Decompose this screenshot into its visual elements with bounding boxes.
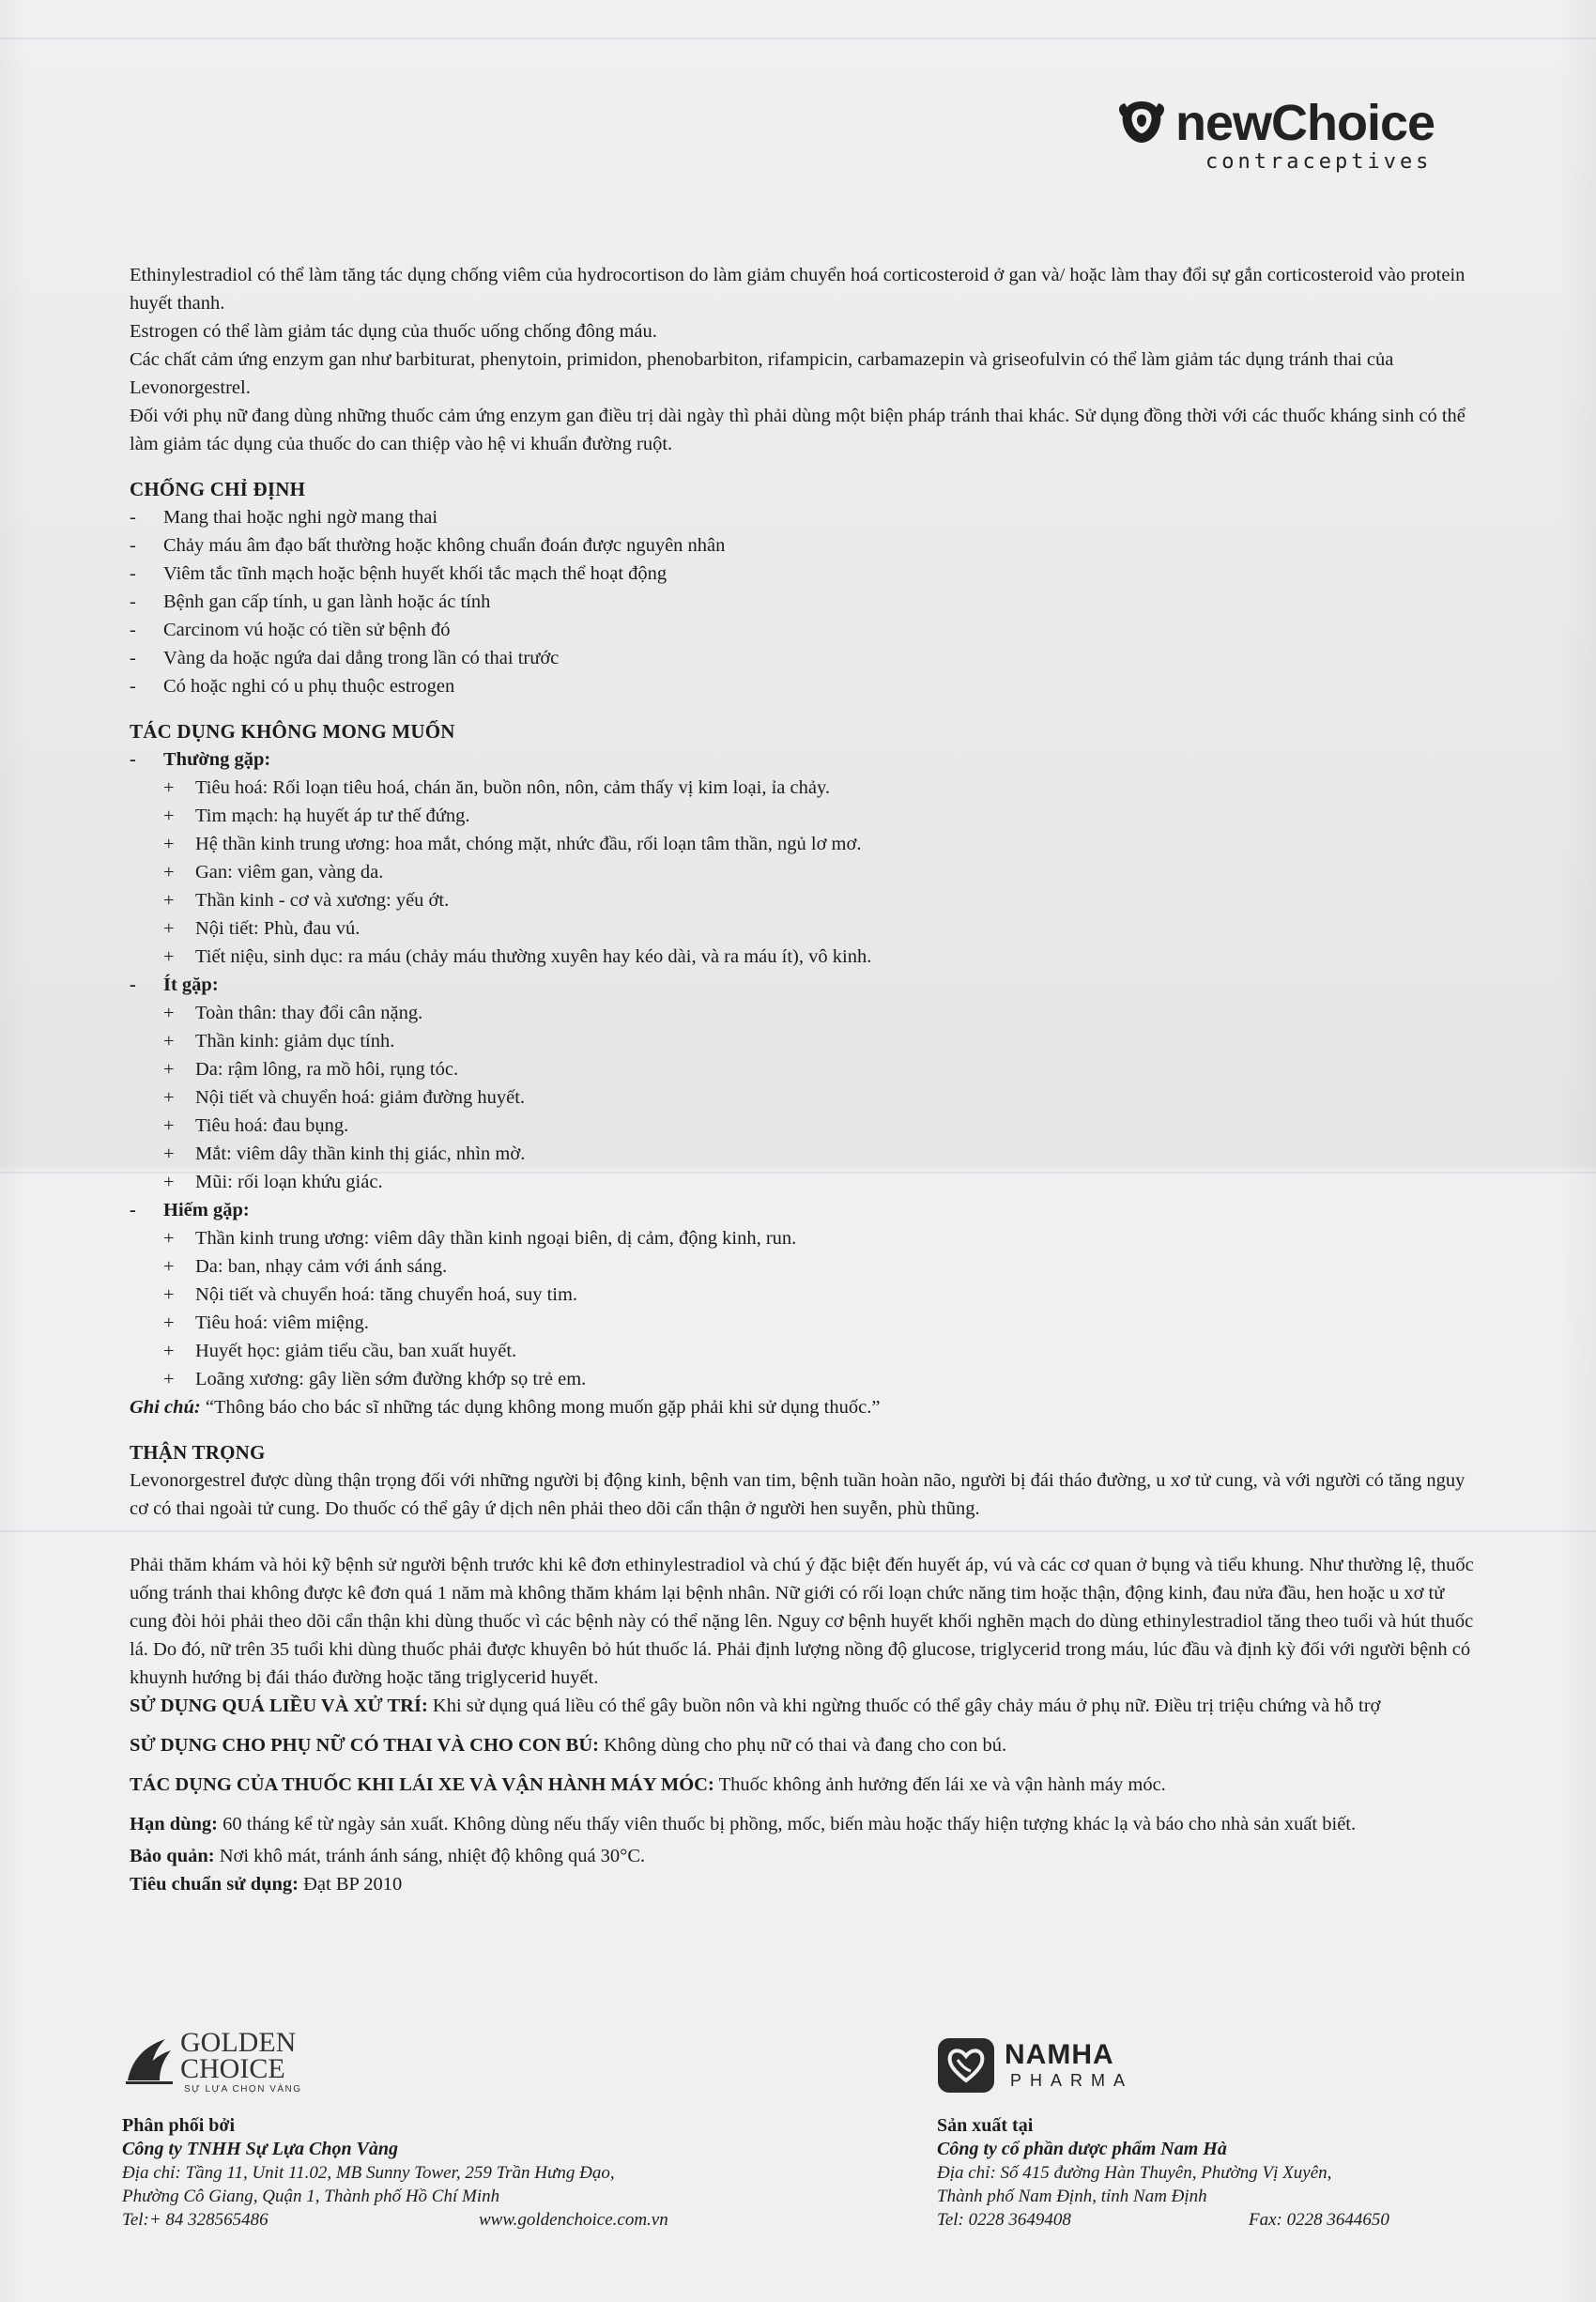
side-effect-item: + Thần kinh trung ương: viêm dây thần kinh ngoại biên, dị cảm, động kinh, run.	[163, 1228, 797, 1249]
expiry-section: Hạn dùng: 60 tháng kể từ ngày sản xuất. Không dùng nếu thấy viên thuốc bị phồng, mốc, biến màu hoặc thấy hiện tượng khác lạ và báo cho nhà sản xuất biết.	[130, 1814, 1357, 1834]
side-effect-item: + Mắt: viêm dây thần kinh thị giác, nhìn mờ.	[163, 1143, 526, 1164]
side-effect-item: + Da: ban, nhạy cảm với ánh sáng.	[163, 1256, 448, 1277]
side-effect-item: + Tiết niệu, sinh dục: ra máu (chảy máu thường xuyên hay kéo dài, và ra máu ít), vô kinh.	[163, 946, 872, 967]
interaction-paragraph: Ethinylestradiol có thể làm tăng tác dụng chống viêm của hydrocortison do làm giảm chuyển hoá corticosteroid ở gan và/ hoặc làm thay đổi sự gắn corticosteroid vào protein huyết thanh.	[130, 265, 1466, 314]
side-effect-item: + Toàn thân: thay đổi cân nặng.	[163, 1003, 423, 1023]
golden-choice-emblem-icon	[122, 2033, 176, 2086]
footer	[122, 2028, 1493, 2272]
distributor-address: Phường Cô Giang, Quận 1, Thành phố Hồ Chí Minh	[122, 2187, 500, 2206]
side-effect-item: + Nội tiết: Phù, đau vú.	[163, 918, 361, 939]
side-effects-rare-label: - Hiếm gặp:	[130, 1200, 250, 1220]
namha-name: NAMHA	[1005, 2039, 1114, 2070]
side-effect-item: + Loãng xương: gây liền sớm đường khớp sọ trẻ em.	[163, 1369, 587, 1389]
side-effect-item: + Tim mạch: hạ huyết áp tư thế đứng.	[163, 806, 470, 826]
manufacturer-fax: Fax: 0228 3644650	[1249, 2210, 1389, 2230]
contraindication-item: - Carcinom vú hoặc có tiền sử bệnh đó	[130, 620, 451, 640]
manufacturer-tel: Tel: 0228 3649408	[937, 2210, 1071, 2230]
contraindication-item: - Bệnh gan cấp tính, u gan lành hoặc ác tính	[130, 591, 491, 612]
distributor-label: Phân phối bởi	[122, 2115, 236, 2136]
side-effect-item: + Thần kinh - cơ và xương: yếu ớt.	[163, 890, 450, 911]
side-effect-item: + Mũi: rối loạn khứu giác.	[163, 1172, 383, 1192]
driving-section: TÁC DỤNG CỦA THUỐC KHI LÁI XE VÀ VẬN HÀNH MÁY MÓC: Thuốc không ảnh hưởng đến lái xe và vận hành máy móc.	[130, 1774, 1166, 1795]
contraindication-item: - Viêm tắc tĩnh mạch hoặc bệnh huyết khối tắc mạch thể hoạt động	[130, 563, 668, 584]
manufacturer-contact	[937, 2208, 1500, 2232]
distributor-block	[122, 2114, 723, 2232]
standard-section: Tiêu chuẩn sử dụng: Đạt BP 2010	[130, 1874, 403, 1895]
distributor-website[interactable]: www.goldenchoice.com.vn	[479, 2210, 668, 2230]
contraindication-item: - Mang thai hoặc nghi ngờ mang thai	[130, 507, 438, 528]
side-effect-item: + Gan: viêm gan, vàng da.	[163, 862, 384, 882]
side-effect-item: + Tiêu hoá: Rối loạn tiêu hoá, chán ăn, buồn nôn, nôn, cảm thấy vị kim loại, ỉa chảy.	[163, 777, 830, 798]
manufacturer-address: Địa chỉ: Số 415 đường Hàn Thuyên, Phường Vị Xuyên,	[937, 2163, 1332, 2183]
distributor-tel: Tel:+ 84 328565486	[122, 2210, 269, 2230]
newchoice-logo	[1115, 94, 1481, 197]
side-effect-item: + Da: rậm lông, ra mồ hôi, rụng tóc.	[163, 1059, 459, 1080]
namha-logo	[937, 2037, 1181, 2112]
golden-choice-name: GOLDEN CHOICE	[180, 2027, 297, 2084]
storage-section: Bảo quản: Nơi khô mát, tránh ánh sáng, nhiệt độ không quá 30°C.	[130, 1846, 646, 1866]
side-effect-item: + Nội tiết và chuyển hoá: giảm đường huyết.	[163, 1087, 526, 1108]
side-effect-item: + Huyết học: giảm tiểu cầu, ban xuất huyết.	[163, 1341, 517, 1361]
interaction-paragraph: Estrogen có thể làm giảm tác dụng của thuốc uống chống đông máu.	[130, 321, 657, 342]
side-effect-item: + Tiêu hoá: đau bụng.	[163, 1115, 349, 1136]
namha-subtitle: PHARMA	[1010, 2071, 1134, 2090]
manufacturer-label: Sản xuất tại	[937, 2115, 1034, 2136]
manufacturer-block	[937, 2114, 1500, 2232]
contraindications-heading: CHỐNG CHỈ ĐỊNH	[130, 478, 306, 500]
side-effects-uncommon-label: - Ít gặp:	[130, 975, 219, 995]
manufacturer-company: Công ty cổ phần dược phẩm Nam Hà	[937, 2139, 1227, 2159]
contraindication-item: - Vàng da hoặc ngứa dai dẳng trong lần có thai trước	[130, 648, 560, 668]
side-effects-common-label: - Thường gặp:	[130, 749, 271, 770]
side-effect-item: + Tiêu hoá: viêm miệng.	[163, 1312, 369, 1333]
namha-heart-icon	[937, 2037, 995, 2094]
golden-choice-logo	[122, 2028, 338, 2103]
side-effects-note: Ghi chú: “Thông báo cho bác sĩ những tác dụng không mong muốn gặp phải khi sử dụng thuốc.”	[130, 1397, 881, 1418]
rose-icon	[1115, 98, 1168, 146]
precautions-heading: THẬN TRỌNG	[130, 1441, 266, 1464]
side-effect-item: + Thần kinh: giảm dục tính.	[163, 1031, 395, 1051]
precautions-paragraph: Phải thăm khám và hỏi kỹ bệnh sử người bệnh trước khi kê đơn ethinylestradiol và chú ý đặc biệt đến huyết áp, vú và các cơ quan ở bụng và tiểu khung. Như thường lệ, thuốc uống tránh thai không được kê đơn quá 1 năm mà không thăm khám lại bệnh nhân. Nữ giới có rối loạn chức năng tim hoặc thận, động kinh, đau nửa đầu, hen hoặc u xơ tử cung đòi hỏi phải theo dõi cẩn thận khi dùng thuốc vì các bệnh này có thể nặng lên. Nguy cơ bệnh huyết khối nghẽn mạch do dùng ethinylestradiol tăng theo tuổi và hút thuốc lá. Do đó, nữ trên 35 tuổi khi dùng thuốc phải được khuyên bỏ hút thuốc lá. Phải định lượng nồng độ glucose, triglycerid trong máu, lúc đầu và định kỳ đối với người bệnh có khuynh hướng bị đái tháo đường hoặc tăng triglycerid huyết.	[130, 1555, 1474, 1688]
distributor-contact	[122, 2208, 723, 2232]
brand-name: newChoice	[1175, 95, 1435, 151]
golden-choice-tagline: SỰ LỰA CHỌN VÀNG	[184, 2084, 302, 2095]
contraindication-item: - Có hoặc nghi có u phụ thuộc estrogen	[130, 676, 455, 697]
contraindication-item: - Chảy máu âm đạo bất thường hoặc không chuẩn đoán được nguyên nhân	[130, 535, 726, 556]
leaflet-content	[130, 261, 1481, 1898]
interaction-paragraph: Đối với phụ nữ đang dùng những thuốc cảm ứng enzym gan điều trị dài ngày thì phải dùng một biện pháp tránh thai khác. Sử dụng đồng thời với các thuốc kháng sinh có thể làm giảm tác dụng của thuốc do can thiệp vào hệ vi khuẩn đường ruột.	[130, 406, 1466, 454]
brand-subtitle: contraceptives	[1205, 150, 1433, 174]
interaction-paragraph: Các chất cảm ứng enzym gan như barbiturat, phenytoin, primidon, phenobarbiton, rifampicin, carbamazepin và griseofulvin có thể làm giảm tác dụng tránh thai của Levonorgestrel.	[130, 349, 1394, 398]
precautions-paragraph: Levonorgestrel được dùng thận trọng đối với những người bị động kinh, bệnh van tim, bệnh tuần hoàn não, người bị đái tháo đường, u xơ tử cung, và với người có tăng nguy cơ có thai ngoài tử cung. Do thuốc có thể gây ứ dịch nên phải theo dõi cẩn thận ở người hen suyễn, phù thũng.	[130, 1470, 1466, 1519]
manufacturer-address: Thành phố Nam Định, tỉnh Nam Định	[937, 2187, 1207, 2206]
side-effects-heading: TÁC DỤNG KHÔNG MONG MUỐN	[130, 720, 455, 743]
distributor-address: Địa chỉ: Tầng 11, Unit 11.02, MB Sunny Tower, 259 Trần Hưng Đạo,	[122, 2163, 615, 2183]
distributor-company: Công ty TNHH Sự Lựa Chọn Vàng	[122, 2139, 399, 2159]
side-effect-item: + Hệ thần kinh trung ương: hoa mắt, chóng mặt, nhức đầu, rối loạn tâm thần, ngủ lơ mơ.	[163, 834, 862, 854]
fold-line	[0, 38, 1596, 39]
side-effect-item: + Nội tiết và chuyển hoá: tăng chuyển hoá, suy tim.	[163, 1284, 578, 1305]
pregnancy-section: SỬ DỤNG CHO PHỤ NỮ CÓ THAI VÀ CHO CON BÚ: Không dùng cho phụ nữ có thai và đang cho con bú.	[130, 1735, 1007, 1756]
overdose-section: SỬ DỤNG QUÁ LIỀU VÀ XỬ TRÍ: Khi sử dụng quá liều có thể gây buồn nôn và khi ngừng thuốc có thể gây chảy máu ở phụ nữ. Điều trị triệu chứng và hỗ trợ	[130, 1696, 1381, 1716]
